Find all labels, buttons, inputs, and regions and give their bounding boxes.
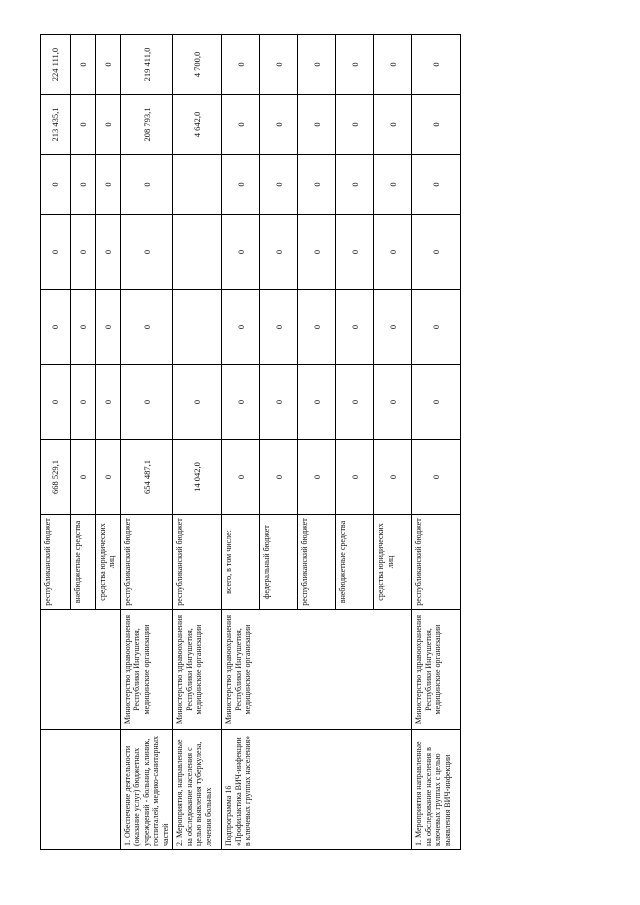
- value-cell: 0: [71, 215, 96, 290]
- value-cell: 0: [412, 35, 461, 95]
- value-cell: 213 435,1: [41, 95, 71, 155]
- value-cell: 0: [96, 365, 121, 440]
- table-row: [121, 35, 173, 850]
- executor-cell: Министерство здравоохранения Республики Ингушетия, медицинские организации: [412, 610, 461, 730]
- source-cell: внебюджетные средства: [71, 515, 96, 610]
- value-cell: 0: [71, 365, 96, 440]
- value-cell: 0: [71, 440, 96, 515]
- value-cell: 0: [298, 215, 336, 290]
- value-cell: 0: [374, 95, 412, 155]
- value-cell: 0: [412, 290, 461, 365]
- name-cell: 1. Обеспечение деятельности (оказание услуг) бюджетных учреждений - больниц, клиник, госпиталей, медико-санитарных частей: [121, 730, 173, 850]
- value-cell: 0: [121, 365, 173, 440]
- source-cell: всего, в том числе:: [222, 515, 260, 610]
- value-cell: 0: [71, 290, 96, 365]
- name-cell: [41, 730, 121, 850]
- value-cell: 0: [41, 290, 71, 365]
- value-cell: 0: [336, 290, 374, 365]
- value-cell: 0: [374, 215, 412, 290]
- value-cell: 0: [412, 155, 461, 215]
- value-cell: 0: [298, 290, 336, 365]
- source-cell: республиканский бюджет: [41, 515, 71, 610]
- value-cell: 0: [260, 215, 298, 290]
- value-cell: 0: [173, 365, 222, 440]
- value-cell: 208 793,1: [121, 95, 173, 155]
- executor-cell: Министерство здравоохранения Республики Ингушетия, медицинские организации: [173, 610, 222, 730]
- name-cell: 2. Мероприятия, направленные на обследование населения с целью выявления туберкулеза, лечения больных: [173, 730, 222, 850]
- source-cell: республиканский бюджет: [412, 515, 461, 610]
- value-cell: 0: [374, 155, 412, 215]
- value-cell: 0: [260, 95, 298, 155]
- value-cell: 0: [336, 215, 374, 290]
- value-cell: 0: [222, 155, 260, 215]
- value-cell: [173, 155, 222, 215]
- value-cell: 0: [96, 95, 121, 155]
- value-cell: 224 111,0: [41, 35, 71, 95]
- value-cell: 0: [298, 155, 336, 215]
- value-cell: 0: [96, 440, 121, 515]
- value-cell: 0: [336, 440, 374, 515]
- value-cell: 0: [412, 215, 461, 290]
- value-cell: 0: [96, 215, 121, 290]
- value-cell: 0: [298, 35, 336, 95]
- value-cell: 0: [96, 155, 121, 215]
- value-cell: 0: [121, 290, 173, 365]
- table-row: [412, 35, 461, 850]
- value-cell: 0: [412, 440, 461, 515]
- value-cell: 0: [260, 365, 298, 440]
- value-cell: 0: [298, 95, 336, 155]
- value-cell: 0: [71, 155, 96, 215]
- source-cell: республиканский бюджет: [173, 515, 222, 610]
- source-cell: внебюджетные средства: [336, 515, 374, 610]
- value-cell: 0: [41, 155, 71, 215]
- rotated-table-page: [40, 47, 520, 850]
- value-cell: 0: [96, 290, 121, 365]
- value-cell: 0: [374, 365, 412, 440]
- source-cell: республиканский бюджет: [121, 515, 173, 610]
- budget-table: [40, 34, 461, 850]
- value-cell: 0: [260, 290, 298, 365]
- value-cell: 0: [260, 35, 298, 95]
- value-cell: 0: [222, 290, 260, 365]
- value-cell: 0: [336, 95, 374, 155]
- table-row: [41, 35, 71, 850]
- source-cell: республиканский бюджет: [298, 515, 336, 610]
- value-cell: 654 487,1: [121, 440, 173, 515]
- name-cell: 1. Мероприятия направленные на обследование населения в ключевых группах с целью выявления ВИЧ-инфекции: [412, 730, 461, 850]
- value-cell: 0: [71, 95, 96, 155]
- value-cell: 4 700,0: [173, 35, 222, 95]
- table-row: [222, 35, 260, 850]
- value-cell: 0: [222, 95, 260, 155]
- table-row: [173, 35, 222, 850]
- value-cell: 0: [298, 440, 336, 515]
- source-cell: средства юридических лиц: [96, 515, 121, 610]
- value-cell: 0: [374, 35, 412, 95]
- value-cell: 219 411,0: [121, 35, 173, 95]
- value-cell: [173, 290, 222, 365]
- value-cell: 0: [222, 440, 260, 515]
- value-cell: 0: [336, 365, 374, 440]
- value-cell: 0: [336, 155, 374, 215]
- value-cell: 0: [260, 155, 298, 215]
- value-cell: 668 529,1: [41, 440, 71, 515]
- value-cell: [173, 215, 222, 290]
- executor-cell: Министерство здравоохранения Республики Ингушетия, медицинские организации: [121, 610, 173, 730]
- value-cell: 0: [41, 365, 71, 440]
- value-cell: 0: [41, 215, 71, 290]
- value-cell: 0: [222, 215, 260, 290]
- source-cell: федеральный бюджет: [260, 515, 298, 610]
- value-cell: 0: [412, 365, 461, 440]
- value-cell: 0: [260, 440, 298, 515]
- value-cell: 0: [121, 215, 173, 290]
- value-cell: 0: [374, 440, 412, 515]
- executor-cell: [41, 610, 121, 730]
- value-cell: 0: [96, 35, 121, 95]
- source-cell: средства юридических лиц: [374, 515, 412, 610]
- value-cell: 0: [374, 290, 412, 365]
- value-cell: 0: [71, 35, 96, 95]
- value-cell: 0: [298, 365, 336, 440]
- value-cell: 14 042,0: [173, 440, 222, 515]
- value-cell: 0: [222, 365, 260, 440]
- value-cell: 0: [222, 35, 260, 95]
- value-cell: 0: [412, 95, 461, 155]
- value-cell: 0: [336, 35, 374, 95]
- value-cell: 4 642,0: [173, 95, 222, 155]
- executor-cell: Министерство здравоохранения Республики Ингушетия, медицинские организации: [222, 610, 412, 730]
- value-cell: 0: [121, 155, 173, 215]
- subprogram-name-cell: Подпрограмма 16 «Профилактика ВИЧ-инфекции в ключевых группах населения»: [222, 730, 412, 850]
